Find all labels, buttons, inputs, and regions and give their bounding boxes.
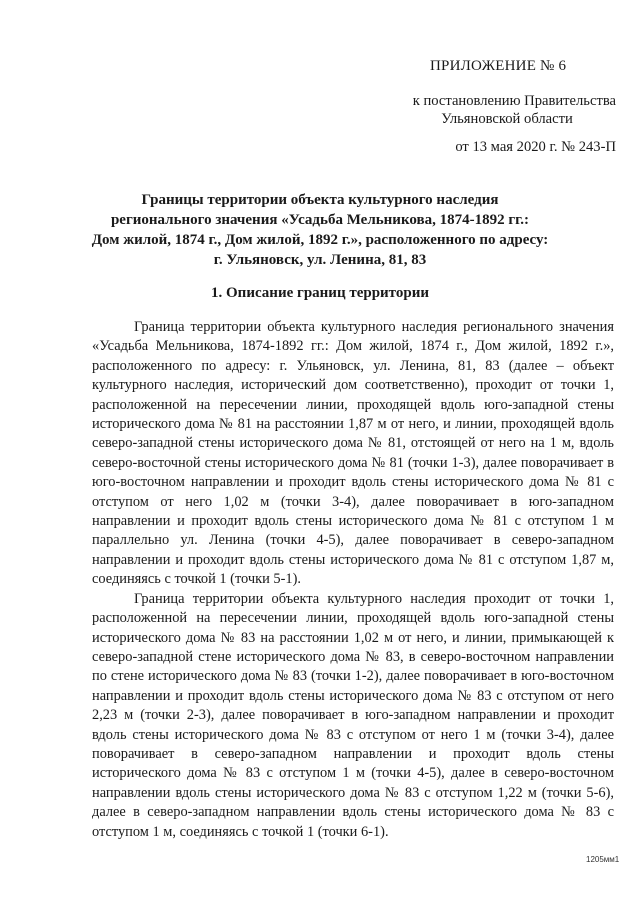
decree-reference [398,92,616,156]
document-code-mark: 1205мм1 [586,855,620,864]
appendix-number: ПРИЛОЖЕНИЕ № 6 [430,58,567,74]
section-body [92,318,614,842]
decree-line-2: Ульяновской области [441,111,573,127]
title-line-1: Границы территории объекта культурного наследия [141,192,499,208]
title-line-3: Дом жилой, 1874 г., Дом жилой, 1892 г.», расположенного по адресу: [91,232,549,248]
title-line-4: г. Ульяновск, ул. Ленина, 81, 83 [213,252,427,268]
document-title [90,190,550,270]
paragraph-house-81: Граница территории объекта культурного наследия регионального значения «Усадьба Мельникова, 1874-1892 гг.: Дом жилой, 1874 г., Дом жилой, 1892 г.», расположенного по адресу: г. Ульяновск, ул. Ленина, 81, 83 (далее – объект культурного наследия, исторический дом соответственно), проходит от точки 1, расположенной на пересечении линии, проходящей вдоль юго-западной стены исторического дома № 81 на расстоянии 1,87 м от него, и линии, проходящей вдоль северо-западной стены исторического дома № 81, отстоящей от него на 1 м, вдоль северо-восточной стены исторического дома № 81 (точки 1-3), далее поворачивает в юго-восточном направлении и проходит вдоль стены исторического дома № 81 с отступом от него 1,02 м (точки 3-4), далее поворачивает в юго-западном направлении и проходит вдоль стены исторического дома № 81 с отступом 1 м параллельно ул. Ленина (точки 4-5), далее поворачивает в северо-западном направлении и проходит вдоль стены исторического дома № 81 с отступом 1,87 м, соединяясь с точкой 1 (точки 5-1). [92,319,614,588]
paragraph-house-83: Граница территории объекта культурного наследия проходит от точки 1, расположенной на пересечении линии, проходящей вдоль юго-западной стены исторического дома № 83 на расстоянии 1,02 м от него, и линии, примыкающей к северо-западной стене исторического дома № 83, в северо-восточном направлении по стене исторического дома № 83 (точки 1-2), далее поворачивает в юго-восточном направлении и проходит вдоль стены исторического дома № 83 с отступом от него 2,23 м (точки 2-3), далее поворачивает в юго-западном направлении и проходит вдоль стены исторического дома № 83 с отступом от него 1 м (точки 3-4), далее поворачивает в северо-западном направлении и проходит вдоль стены исторического дома № 83 с отступом 1 м (точки 4-5), далее в северо-восточном направлении вдоль стены исторического дома № 83 с отступом 1,22 м (точки 5-6), далее в северо-западном направлении вдоль стены исторического дома № 83 с отступом 1 м, соединяясь с точкой 1 (точки 6-1). [92,590,614,840]
decree-line-1: к постановлению Правительства [412,93,616,109]
title-line-2: регионального значения «Усадьба Мельникова, 1874-1892 гг.: [110,212,530,228]
section-heading: 1. Описание границ территории [211,285,429,301]
decree-date: от 13 мая 2020 г. № 243-П [455,139,616,155]
